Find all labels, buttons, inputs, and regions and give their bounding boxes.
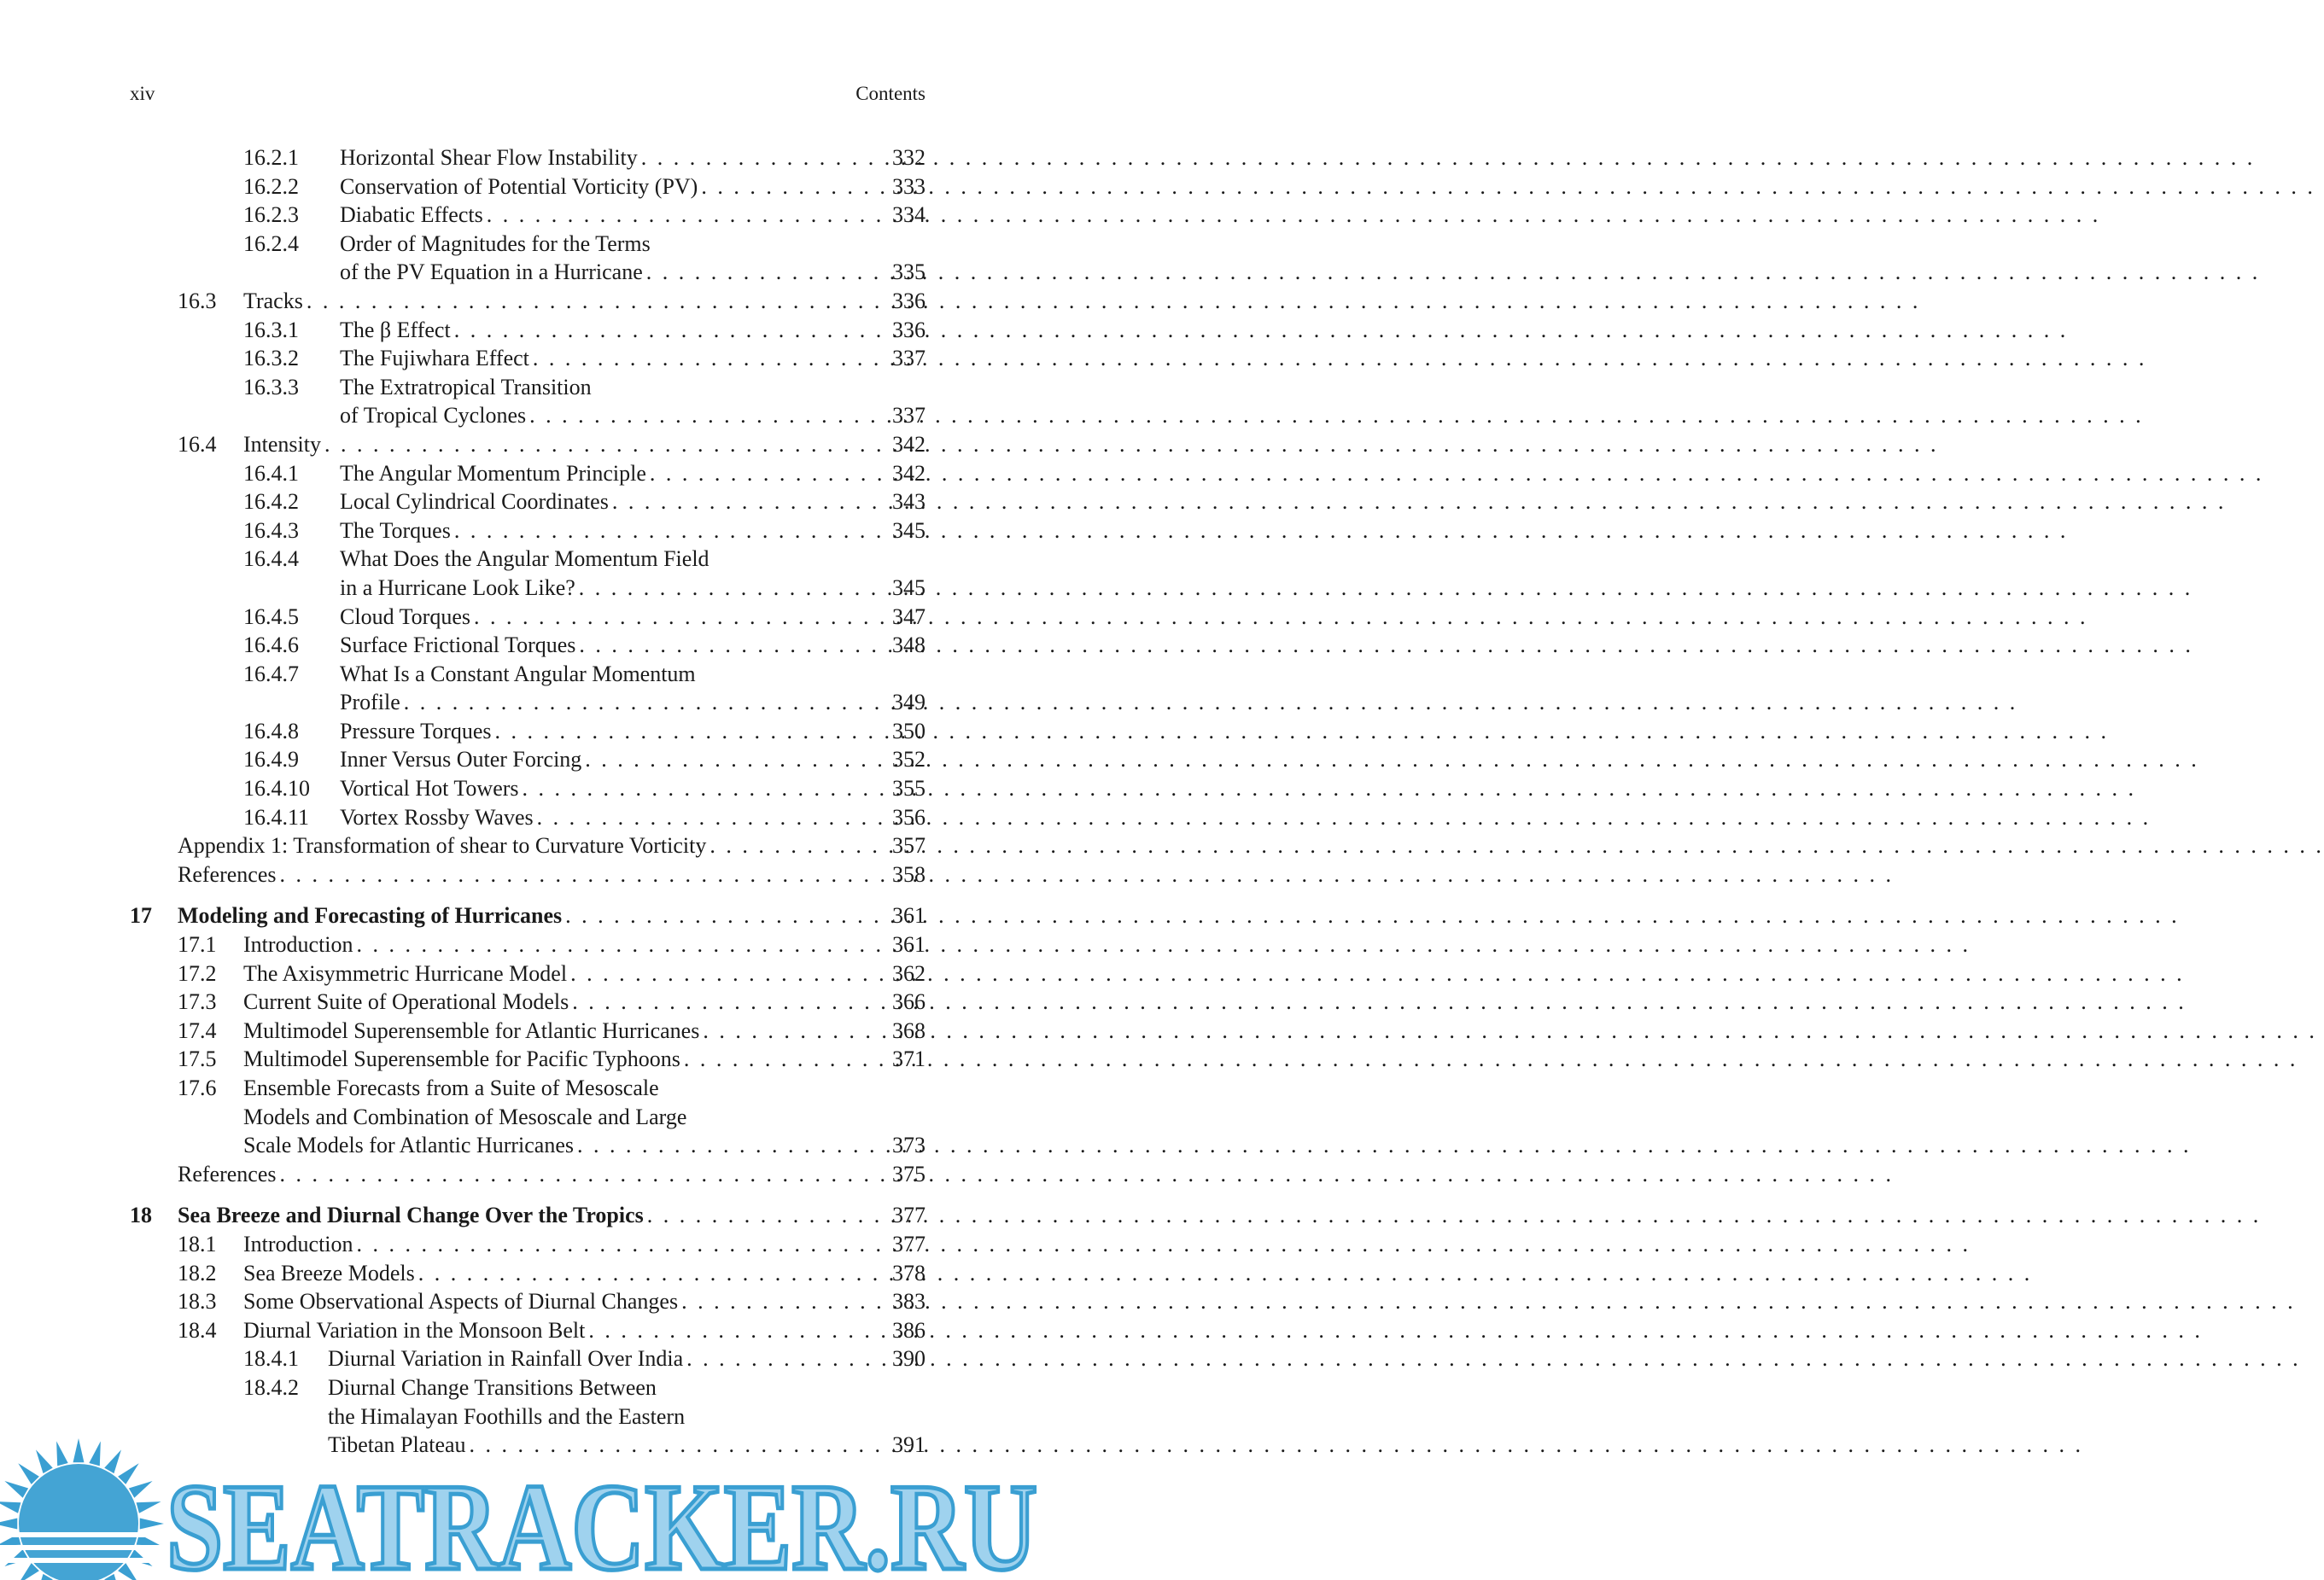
toc-entry-title: The Angular Momentum Principle — [340, 460, 646, 486]
toc-entry[interactable] — [0, 1045, 1042, 1074]
toc-entry-continuation[interactable] — [0, 1402, 1042, 1431]
toc-entry-number: 17.3 — [178, 989, 217, 1015]
toc-entry-number: 17 — [130, 903, 152, 929]
toc-entry-page: 345 — [892, 574, 926, 600]
sun-ray — [104, 1449, 121, 1473]
dot-leader — [706, 831, 2324, 860]
toc-entry-number: 16.4.9 — [243, 747, 299, 773]
dot-leader — [534, 803, 2152, 832]
sun-ray — [18, 1463, 39, 1484]
sun-ray — [89, 1441, 101, 1466]
toc-entry-page: 333 — [892, 173, 926, 199]
dot-leader — [353, 930, 1971, 959]
toc-entry-number: 16.2.1 — [243, 145, 299, 170]
toc-entry-page: 373 — [892, 1133, 926, 1158]
toc-entry-title: Intensity — [243, 431, 321, 457]
dot-leader — [643, 258, 2261, 287]
sun-ray — [140, 1519, 164, 1530]
toc-entry-title: Diurnal Change Transitions Between — [328, 1374, 657, 1400]
toc-entry-page: 342 — [892, 431, 926, 457]
toc-entry-title: Conservation of Potential Vorticity (PV) — [340, 173, 698, 199]
toc-entry-title: Pressure Torques — [340, 718, 492, 743]
toc-entry-continuation[interactable] — [0, 1131, 1042, 1160]
toc-entry[interactable] — [0, 717, 1042, 746]
toc-entry-title: The Fujiwhara Effect — [340, 346, 529, 371]
toc-entry[interactable] — [0, 1316, 1042, 1345]
running-head: Contents — [855, 83, 926, 104]
toc-entry-number: 16.4.6 — [243, 633, 299, 658]
toc-entry[interactable] — [0, 344, 1042, 373]
toc-entry-title: Introduction — [243, 1231, 353, 1256]
toc-entry-number: 18.4.1 — [243, 1346, 299, 1372]
toc-entry-page: 371 — [892, 1047, 926, 1072]
dot-leader — [415, 1259, 2033, 1288]
dot-leader — [276, 860, 1894, 889]
dot-leader — [569, 988, 2187, 1017]
toc-entry-number: 16.3.3 — [243, 374, 299, 399]
toc-entry-page: 377 — [892, 1231, 926, 1256]
toc-entry-number: 16.4.11 — [243, 804, 310, 830]
toc-entry-title: Introduction — [243, 932, 353, 958]
toc-entry-page: 345 — [892, 517, 926, 543]
toc-entry-title: Models and Combination of Mesoscale and Large — [243, 1104, 687, 1129]
toc-entry-continuation[interactable] — [0, 688, 1042, 717]
toc-entry-page: 361 — [892, 903, 926, 929]
toc-entry-number: 17.4 — [178, 1017, 217, 1043]
dot-leader — [353, 1230, 1971, 1259]
toc-entry-number: 18.4 — [178, 1317, 217, 1343]
toc-entry-title: Sea Breeze and Diurnal Change Over the Tropics — [178, 1203, 644, 1228]
toc-entry[interactable] — [0, 1287, 1042, 1316]
toc-entry-title: Horizontal Shear Flow Instability — [340, 145, 638, 170]
dot-leader — [451, 516, 2069, 545]
toc-entry-title: Modeling and Forecasting of Hurricanes — [178, 903, 563, 929]
dot-leader — [483, 201, 2101, 230]
toc-entry[interactable] — [0, 1074, 1042, 1103]
toc-entry-title: Multimodel Superensemble for Atlantic Hurricanes — [243, 1017, 700, 1043]
toc-entry[interactable] — [0, 831, 1042, 860]
toc-entry-page: 335 — [892, 259, 926, 285]
dot-leader — [644, 1201, 2262, 1230]
watermark-text: SEATRACKER.RU — [166, 1458, 1037, 1580]
toc-entry-number: 17.5 — [178, 1047, 217, 1072]
dot-leader — [585, 1316, 2203, 1345]
toc-entry-page: 362 — [892, 960, 926, 986]
toc-entry[interactable] — [0, 1160, 1042, 1189]
toc-entry[interactable] — [0, 631, 1042, 660]
toc-entry-number: 16.3.1 — [243, 317, 299, 342]
toc-entry-title: Inner Versus Outer Forcing — [340, 747, 582, 773]
toc-entry-title: The Torques — [340, 517, 451, 543]
toc-entry-page: 356 — [892, 804, 926, 830]
sun-ray — [73, 1438, 85, 1462]
toc-entry[interactable] — [0, 988, 1042, 1017]
watermark-logo — [0, 1443, 1042, 1580]
toc-entry-title: the Himalayan Foothills and the Eastern — [328, 1403, 686, 1429]
dot-leader — [470, 603, 2088, 632]
toc-entry-title: Order of Magnitudes for the Terms — [340, 230, 651, 256]
toc-entry[interactable] — [0, 660, 1042, 689]
toc-entry-title: Local Cylindrical Coordinates — [340, 489, 609, 515]
toc-entry-page: 334 — [892, 202, 926, 228]
toc-entry-number: 16.4.4 — [243, 546, 299, 572]
toc-entry-number: 16.4.3 — [243, 517, 299, 543]
dot-leader — [562, 901, 2180, 930]
toc-entry[interactable] — [0, 516, 1042, 545]
toc-entry-number: 16.4 — [178, 431, 217, 457]
toc-entry-title: Tibetan Plateau — [328, 1432, 466, 1458]
dot-leader — [646, 459, 2264, 488]
toc-entry-title: The β Effect — [340, 317, 451, 342]
toc-entry[interactable] — [0, 774, 1042, 803]
dot-leader — [581, 745, 2199, 774]
toc-entry[interactable] — [0, 230, 1042, 259]
sun-icon — [0, 1438, 164, 1580]
sun-ray — [0, 1501, 20, 1513]
dot-leader — [451, 316, 2069, 345]
toc-entry-title: of the PV Equation in a Hurricane — [340, 259, 643, 285]
toc-entry[interactable] — [0, 930, 1042, 959]
toc-entry-number: 17.1 — [178, 932, 217, 958]
toc-entry-title: Sea Breeze Models — [243, 1260, 415, 1286]
toc-entry-number: 18.4.2 — [243, 1374, 299, 1400]
toc-entry[interactable] — [0, 1344, 1042, 1373]
toc-entry[interactable] — [0, 901, 1042, 930]
toc-entry-page: 336 — [892, 317, 926, 342]
toc-entry[interactable] — [0, 459, 1042, 488]
sun-ray — [56, 1441, 68, 1466]
toc-entry-number: 16.4.8 — [243, 718, 299, 743]
toc-entry[interactable] — [0, 1017, 1042, 1046]
toc-entry-page: 337 — [892, 403, 926, 429]
toc-entry-title: The Extratropical Transition — [340, 374, 592, 399]
toc-entry-number: 16.4.1 — [243, 460, 299, 486]
toc-entry-title: References — [178, 861, 277, 887]
dot-leader — [575, 631, 2193, 660]
toc-entry-page: 375 — [892, 1161, 926, 1186]
toc-entry[interactable] — [0, 373, 1042, 402]
toc-entry-number: 18.1 — [178, 1231, 217, 1256]
toc-entry-number: 18.2 — [178, 1260, 217, 1286]
toc-entry-number: 16.3.2 — [243, 346, 299, 371]
sun-ray — [36, 1449, 53, 1473]
dot-leader — [492, 717, 2110, 746]
toc-entry-continuation[interactable] — [0, 1103, 1042, 1132]
toc-entry-title: in a Hurricane Look Like? — [340, 574, 575, 600]
toc-entry[interactable] — [0, 803, 1042, 832]
toc-entry[interactable] — [0, 316, 1042, 345]
sun-ray — [118, 1463, 139, 1484]
dot-leader — [303, 287, 1921, 316]
toc-entry-page: 350 — [892, 718, 926, 743]
toc-entry-title: Current Suite of Operational Models — [243, 989, 569, 1015]
toc-entry-number: 16.3 — [178, 288, 217, 313]
dot-leader — [683, 1344, 2301, 1373]
sun-ray — [137, 1501, 161, 1513]
toc-entry-title: Diabatic Effects — [340, 202, 483, 228]
dot-leader — [638, 143, 2256, 172]
dot-leader — [574, 1131, 2192, 1160]
toc-entry[interactable] — [0, 959, 1042, 988]
toc-entry[interactable] — [0, 1201, 1042, 1230]
table-of-contents — [0, 143, 1042, 1460]
toc-entry-page: 383 — [892, 1289, 926, 1315]
toc-entry-title: Vortex Rossby Waves — [340, 804, 534, 830]
page-number: xiv — [130, 83, 155, 104]
toc-entry-page: 368 — [892, 1017, 926, 1043]
toc-entry-number: 16.4.2 — [243, 489, 299, 515]
toc-entry-title: Vortical Hot Towers — [340, 776, 519, 802]
toc-entry-title: Surface Frictional Torques — [340, 633, 576, 658]
toc-entry-page: 348 — [892, 633, 926, 658]
toc-entry-number: 18 — [130, 1203, 152, 1228]
toc-entry[interactable] — [0, 545, 1042, 574]
toc-entry-title: Scale Models for Atlantic Hurricanes — [243, 1133, 574, 1158]
dot-leader — [276, 1160, 1894, 1189]
toc-entry-title: Diurnal Variation in Rainfall Over India — [328, 1346, 684, 1372]
dot-leader — [698, 172, 2315, 201]
dot-leader — [609, 487, 2227, 516]
toc-entry-title: The Axisymmetric Hurricane Model — [243, 960, 568, 986]
toc-entry-number: 16.2.3 — [243, 202, 299, 228]
toc-entry-title: References — [178, 1161, 277, 1186]
toc-entry[interactable] — [0, 172, 1042, 201]
toc-entry[interactable] — [0, 745, 1042, 774]
toc-entry-page: 347 — [892, 603, 926, 629]
toc-entry-title: Appendix 1: Transformation of shear to Curvature Vorticity — [178, 833, 707, 859]
toc-entry-title: Ensemble Forecasts from a Suite of Mesoscale — [243, 1076, 659, 1100]
page-header — [130, 83, 926, 108]
toc-entry-page: 343 — [892, 489, 926, 515]
toc-entry[interactable] — [0, 1373, 1042, 1402]
toc-entry-page: 358 — [892, 861, 926, 887]
toc-entry-page: 337 — [892, 346, 926, 371]
toc-entry-page: 390 — [892, 1346, 926, 1372]
toc-entry-continuation[interactable] — [0, 258, 1042, 287]
toc-entry-page: 361 — [892, 932, 926, 958]
toc-entry-page: 336 — [892, 288, 926, 313]
toc-entry-title: Profile — [340, 690, 400, 715]
dot-leader — [529, 344, 2147, 373]
toc-entry-number: 18.3 — [178, 1289, 217, 1315]
toc-entry-title: Tracks — [243, 288, 303, 313]
toc-entry-page: 355 — [892, 776, 926, 802]
dot-leader — [699, 1017, 2317, 1046]
toc-entry-page: 357 — [892, 833, 926, 859]
toc-entry[interactable] — [0, 1259, 1042, 1288]
toc-entry-number: 17.6 — [178, 1076, 217, 1100]
toc-entry-title: What Does the Angular Momentum Field — [340, 546, 709, 572]
toc-entry[interactable] — [0, 1230, 1042, 1259]
toc-entry[interactable] — [0, 430, 1042, 459]
toc-entry-number: 16.4.7 — [243, 661, 299, 686]
toc-entry-page: 377 — [892, 1203, 926, 1228]
toc-entry-page: 391 — [892, 1432, 926, 1458]
toc-entry[interactable] — [0, 143, 1042, 172]
toc-entry-page: 342 — [892, 460, 926, 486]
toc-entry-number: 16.4.5 — [243, 603, 299, 629]
toc-entry[interactable] — [0, 603, 1042, 632]
toc-entry-continuation[interactable] — [0, 574, 1042, 603]
toc-entry-number: 17.2 — [178, 960, 217, 986]
dot-leader — [519, 774, 2137, 803]
dot-leader — [321, 430, 1939, 459]
sun-ray — [129, 1481, 153, 1498]
dot-leader — [526, 401, 2144, 430]
toc-entry-number: 16.2.4 — [243, 230, 299, 256]
dot-leader — [400, 688, 2018, 717]
sun-ray — [0, 1519, 17, 1530]
toc-entry[interactable] — [0, 860, 1042, 889]
toc-entry-page: 366 — [892, 989, 926, 1015]
toc-entry[interactable] — [0, 201, 1042, 230]
toc-entry[interactable] — [0, 287, 1042, 316]
toc-entry-page: 332 — [892, 145, 926, 170]
toc-entry-title: Diurnal Variation in the Monsoon Belt — [243, 1317, 586, 1343]
toc-entry-page: 352 — [892, 747, 926, 773]
toc-entry-number: 16.2.2 — [243, 173, 299, 199]
dot-leader — [575, 574, 2193, 603]
toc-entry-page: 378 — [892, 1260, 926, 1286]
toc-entry-title: of Tropical Cyclones — [340, 403, 527, 429]
toc-entry-title: Cloud Torques — [340, 603, 470, 629]
toc-entry-continuation[interactable] — [0, 401, 1042, 430]
dot-leader — [567, 959, 2185, 988]
toc-entry-page: 386 — [892, 1317, 926, 1343]
sun-ray — [4, 1481, 28, 1498]
toc-entry-title: What Is a Constant Angular Momentum — [340, 661, 696, 686]
toc-entry-title: Some Observational Aspects of Diurnal Changes — [243, 1289, 679, 1315]
toc-entry-title: Multimodel Superensemble for Pacific Typhoons — [243, 1047, 680, 1072]
toc-entry-number: 16.4.10 — [243, 776, 310, 802]
toc-entry[interactable] — [0, 487, 1042, 516]
toc-entry-page: 349 — [892, 690, 926, 715]
